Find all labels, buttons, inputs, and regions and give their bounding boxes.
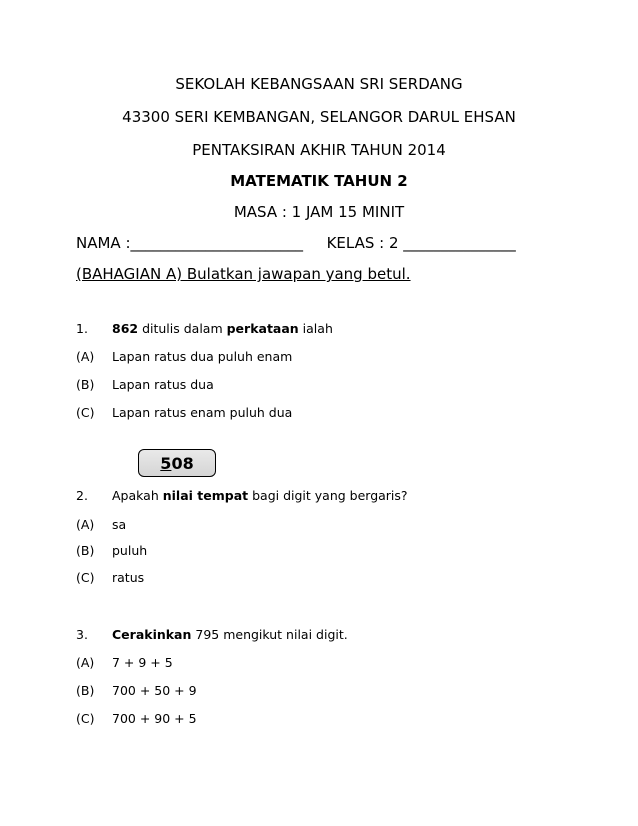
name-label: NAMA : [76, 234, 131, 252]
question-number: 2. [76, 488, 88, 503]
option-text: 700 + 90 + 5 [112, 711, 197, 726]
option-text: Lapan ratus dua [112, 377, 214, 392]
option-text: 700 + 50 + 9 [112, 683, 197, 698]
question-number: 1. [76, 321, 88, 336]
underlined-digit: 5 [160, 453, 172, 473]
option-label: (B) [76, 543, 95, 558]
option-text: sa [112, 517, 127, 532]
option-text: puluh [112, 543, 148, 558]
option-label: (A) [76, 349, 95, 364]
name-blank[interactable]: _______________________ [130, 234, 304, 252]
option-text: Lapan ratus dua puluh enam [112, 349, 293, 364]
option-text: Lapan ratus enam puluh dua [112, 405, 293, 420]
exam-duration: MASA : 1 JAM 15 MINIT [233, 203, 405, 221]
student-info-row [76, 234, 516, 252]
number-box [138, 449, 216, 477]
school-name: SEKOLAH KEBANGSAAN SRI SERDANG [175, 75, 463, 93]
box-rest-digits: 08 [171, 453, 194, 473]
option-label: (C) [76, 570, 95, 585]
question-number: 3. [76, 627, 88, 642]
option-label: (B) [76, 683, 95, 698]
school-address: 43300 SERI KEMBANGAN, SELANGOR DARUL EHSAN [122, 108, 516, 126]
option-label: (C) [76, 405, 95, 420]
option-label: (A) [76, 655, 95, 670]
question-text: Cerakinkan 795 mengikut nilai digit. [112, 627, 348, 642]
option-label: (B) [76, 377, 95, 392]
question-text: Apakah nilai tempat bagi digit yang bergaris? [112, 488, 408, 503]
option-label: (C) [76, 711, 95, 726]
option-text: ratus [112, 570, 145, 585]
section-title: (BAHAGIAN A) Bulatkan jawapan yang betul. [76, 265, 411, 283]
exam-title: PENTAKSIRAN AKHIR TAHUN 2014 [192, 141, 446, 159]
class-blank[interactable]: _______________ [403, 234, 516, 252]
option-text: 7 + 9 + 5 [112, 655, 173, 670]
question-text: 862 ditulis dalam perkataan ialah [112, 321, 333, 336]
class-label: KELAS : 2 [326, 234, 404, 252]
option-label: (A) [76, 517, 95, 532]
subject-title: MATEMATIK TAHUN 2 [230, 172, 408, 190]
